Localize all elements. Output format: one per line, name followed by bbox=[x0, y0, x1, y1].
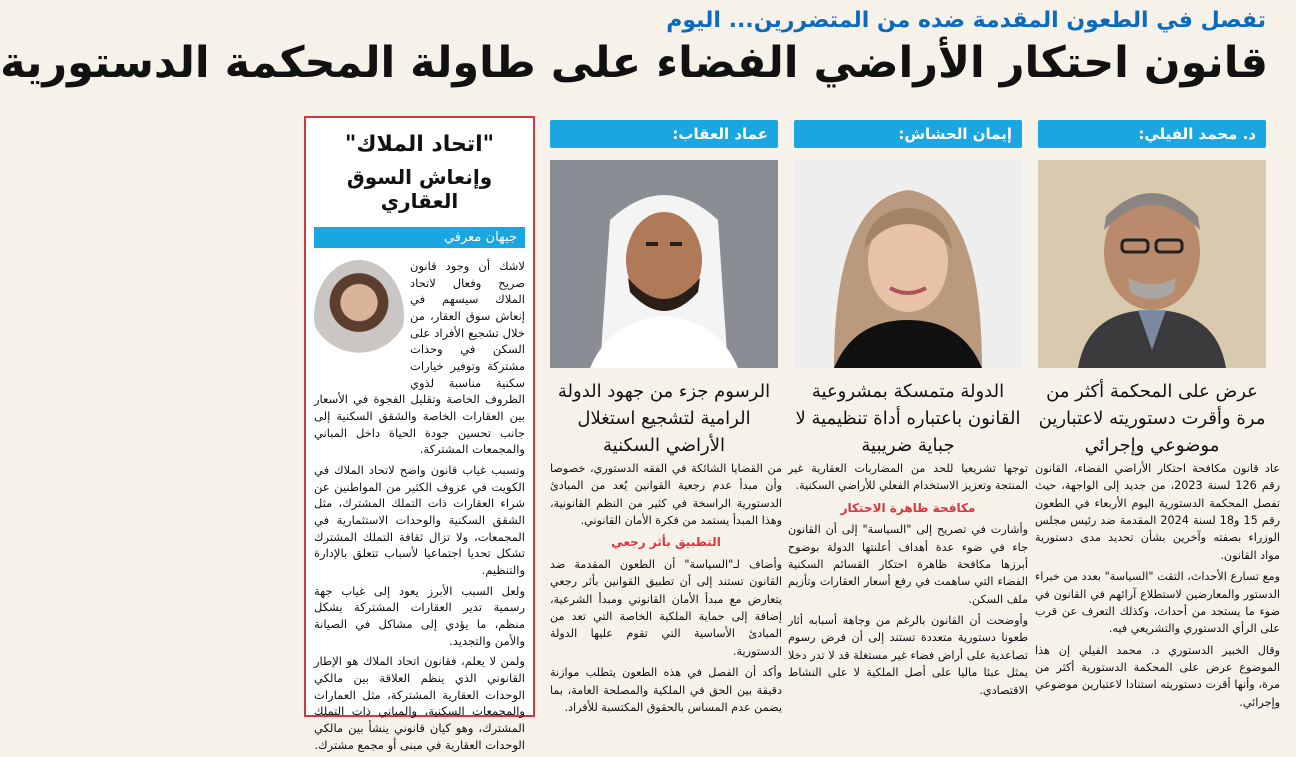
sidebar-body bbox=[306, 254, 533, 757]
article-paragraph: وأضاف لـ"السياسة" أن الطعون المقدمة ضد القانون تستند إلى أن تطبيق القوانين بأثر رجعي يتعارض مع مبدأ الأمان القانوني ومبدأ الشرعية، إضافة إلى حماية الملكية الخاصة التي تعد من المبادئ الأساسية التي تقوم عليها الدولة الدستورية. bbox=[550, 558, 782, 658]
sidebar-title: "اتحاد الملاك" bbox=[344, 132, 495, 157]
person-photo-alaqab bbox=[550, 160, 778, 368]
author-photo bbox=[314, 260, 404, 372]
article-paragraph: وقال الخبير الدستوري د. محمد الفيلي إن هذا الموضوع عرض على المحكمة الدستورية أكثر من مرة، وأنها أقرت دستوريته استنادا لاعتبارين موضوعي وإجرائي. bbox=[1035, 643, 1280, 709]
sidebar-paragraph: ولعل السبب الأبرز يعود إلى غياب جهة رسمية تدير العقارات المشتركة بشكل منظم، ما يؤدي إلى مشاكل في الصيانة والأمن والتجديد. bbox=[314, 583, 525, 648]
sidebar-author: جيهان معرفي bbox=[314, 227, 525, 248]
person-name-bar: د. محمد الفيلي: bbox=[1038, 120, 1266, 148]
sidebar-paragraph: لاشك أن وجود قانون صريح وفعال لاتحاد الملاك سيسهم في إنعاش سوق العقار، من خلال تشجيع الأفراد على السكن في وحدات مشتركة وتوفير خيارات سكنية مناسبة لذوي الظروف الخاصة وتقليل الفجوة في الأسعار بين العقارات الخاصة والشقق السكنية إلى جانب تحسين جودة الحياة داخل المباني والمجمعات المشتركة. bbox=[314, 259, 525, 457]
article-column-2 bbox=[788, 460, 1028, 699]
headline: قانون احتكار الأراضي الفضاء على طاولة المحكمة الدستورية bbox=[0, 38, 1268, 88]
person-photo-alfaily bbox=[1038, 160, 1266, 368]
article-paragraph: وأكد أن الفصل في هذه الطعون يتطلب موازنة دقيقة بين الحق في الملكية والمصلحة العامة، بما يضمن عدم المساس بالحقوق المكتسبة للأفراد. bbox=[550, 666, 782, 714]
opinion-sidebar bbox=[304, 116, 535, 752]
article-subhead: مكافحة ظاهرة الاحتكار bbox=[840, 500, 976, 515]
person-column-3 bbox=[550, 120, 778, 468]
article-paragraph: ومع تسارع الأحداث، التقت "السياسة" بعدد من خبراء الدستور والمعارضين لاستطلاع آرائهم في القانون في ضوء ما يستجد من أحداث، وكذلك التعرف عن قرب على الرأي الدستوري والتشريعي فيه. bbox=[1035, 570, 1280, 636]
person-column-1 bbox=[1038, 120, 1266, 468]
person-quote: الدولة متمسكة بمشروعية القانون باعتباره أداة تنظيمية لا جباية ضريبية bbox=[795, 381, 1021, 456]
sidebar-paragraph: ولمن لا يعلم، فقانون اتحاد الملاك هو الإطار القانوني الذي ينظم العلاقة بين مالكي الوحدات العقارية المشتركة، مثل العمارات والمجمعات السكنية، والمباني ذات التملك المشترك، وهو كيان قانوني ينشأ بين مالكي الوحدات العقارية في مبنى أو مجمع مشترك. bbox=[314, 654, 525, 752]
article-paragraph: من القضايا الشائكة في الفقه الدستوري، خصوصا وأن مبدأ عدم رجعية القوانين يُعد من المبادئ الدستورية الراسخة في كثير من النظم القانونية، وهذا المبدأ يستمد من فكرة الأمان القانوني. bbox=[550, 462, 782, 528]
sidebar-subtitle: وإنعاش السوق العقاري bbox=[346, 165, 493, 213]
article-column-1 bbox=[1035, 460, 1280, 711]
article-paragraph: توجها تشريعيا للحد من المضاربات العقارية غير المنتجة وتعزيز الاستخدام الفعلي للأراضي السكنية. bbox=[788, 462, 1028, 493]
person-name-bar: عماد العقاب: bbox=[550, 120, 778, 148]
person-photo-alhashash bbox=[794, 160, 1022, 368]
person-quote: الرسوم جزء من جهود الدولة الرامية لتشجيع استغلال الأراضي السكنية bbox=[557, 381, 771, 456]
sidebar-paragraph: وتسبب غياب قانون واضح لاتحاد الملاك في الكويت في عزوف الكثير من المواطنين عن شراء العقارات ذات التملك المشترك، مثل الشقق السكنية والوحدات الاستثمارية في المجمعات، ولا تزال ثقافة التملك المشترك تشكل تحديا اجتماعيا لأسباب تتعلق بالإدارة والتنظيم. bbox=[314, 463, 525, 578]
person-quote: عرض على المحكمة أكثر من مرة وأقرت دستوريته لاعتبارين موضوعي وإجرائي bbox=[1038, 381, 1266, 456]
article-paragraph: عاد قانون مكافحة احتكار الأراضي الفضاء، القانون رقم 126 لسنة 2023، من جديد إلى الواجهة، حيث تفصل المحكمة الدستورية اليوم الأربعاء في الطعون رقم 15 و18 لسنة 2024 المقدمة ضد رئيس مجلس الوزراء بصفته وآخرين بشأن تحديد مدى دستورية مواد القانون. bbox=[1035, 462, 1280, 562]
article-subhead: التطبيق بأثر رجعي bbox=[611, 535, 721, 550]
article-paragraph: وأشارت في تصريح إلى "السياسة" إلى أن القانون جاء في ضوء عدة أهداف أعلنتها الدولة بوضوح أبرزها مكافحة ظاهرة احتكار القسائم السكنية الفضاء التي ساهمت في رفع أسعار العقارات وتأزيم ملف السكن. bbox=[788, 523, 1028, 606]
article-column-3 bbox=[550, 460, 782, 716]
person-column-2 bbox=[794, 120, 1022, 468]
person-name-bar: إيمان الحشاش: bbox=[794, 120, 1022, 148]
kicker: تفصل في الطعون المقدمة ضده من المتضررين... اليوم bbox=[666, 8, 1266, 33]
article-paragraph: وأوضحت أن القانون بالرغم من وجاهة أسبابه أثار طعونا دستورية متعددة تستند إلى أن فرض رسوم تصاعدية على أراض فضاء غير مستغلة قد لا تدر دخلا يمثل عبئا ماليا على أصل الملكية لا على النشاط الاقتصادي. bbox=[788, 614, 1028, 697]
